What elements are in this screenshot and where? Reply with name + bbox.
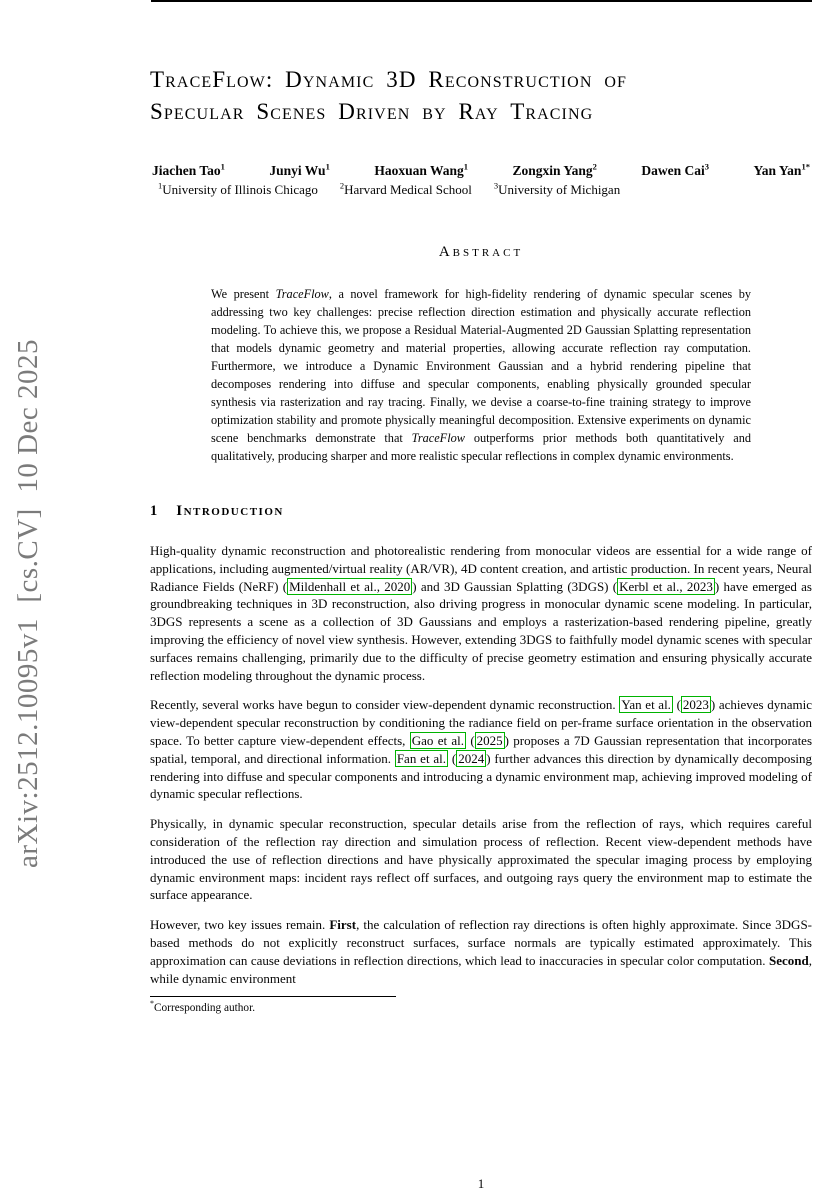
author: [641, 162, 709, 179]
affiliation: [494, 181, 620, 198]
text-run: , a novel framework for high-fidelity rendering of dynamic specular scenes by addressing two key challenges: precise reflection direction estimation and physically accurate reflection modeling. To achieve this, we propose a Residual Material-Augmented 2D Gaussian Splatting representation that models dynamic geometry and material properties, allowing accurate reflection ray computation. Furthermore, we introduce a Dynamic Environment Gaussian and a hybrid rendering pipeline that decomposes rendering into diffuse and specular components, enabling physically grounded specular synthesis via rasterization and ray tracing. Finally, we devise a coarse-to-fine training strategy to improve optimization stability and promote physically meaningful decomposition. Extensive experiments on dynamic scene benchmarks demonstrate that: [211, 287, 751, 445]
text-run: ) achieves dynamic view-dependent specular reconstruction by conditioning the radiance field on per-frame surface orientation in the observation space. To better capture view-dependent effects,: [150, 697, 812, 748]
affiliation-mark: 3: [493, 180, 499, 191]
citation-link[interactable]: Kerbl et al., 2023: [619, 578, 713, 594]
text-run: However, two key issues remain.: [150, 917, 330, 933]
text-run: ) and 3D Gaussian Splatting (3DGS) (: [412, 578, 618, 594]
text-run: TraceFlow: [275, 287, 329, 301]
text-run: First: [329, 917, 357, 933]
citation-link[interactable]: Mildenhall et al., 2020: [289, 578, 411, 594]
footnote: [150, 1001, 812, 1016]
text-run: ) proposes a 7D Gaussian representation that incorporates spatial, temporal, and directional information.: [150, 732, 813, 766]
author: [754, 162, 810, 179]
text-run: (: [466, 732, 475, 748]
author: [152, 162, 225, 179]
title-line-1: TraceFlow: Dynamic 3D Reconstruction of: [150, 67, 627, 92]
affiliation: [158, 181, 318, 198]
affiliation: [340, 181, 472, 198]
author-name: Haoxuan Wang: [374, 163, 464, 178]
author-list: [150, 162, 812, 179]
title-line-2: Specular Scenes Driven by Ray Tracing: [150, 99, 594, 124]
intro-paragraph-1: [150, 542, 812, 684]
author-affiliation-mark: 1: [463, 161, 468, 172]
footnote-text: Corresponding author.: [154, 1002, 256, 1015]
text-run: ) have emerged as groundbreaking techniques in 3D reconstruction, also driving progress in monocular dynamic scene modeling. In particular, 3DGS represents a scene as a collection of 3D Gaussians and employs a rasterization-based rendering pipeline, greatly improving the efficiency of novel view synthesis. However, extending 3DGS to faithfully model dynamic scenes with specular surfaces remains challenging, primarily due to the difficulty of precise geometry estimation and ensuring physically accurate reflection modeling throughout the dynamic process.: [150, 578, 812, 683]
citation-link[interactable]: Yan et al.: [621, 697, 671, 713]
abstract-text: [211, 285, 751, 465]
text-run: TraceFlow: [411, 431, 465, 445]
intro-paragraph-4: [150, 916, 812, 987]
author: [269, 162, 329, 179]
author-name: Zongxin Yang: [512, 163, 593, 178]
author-name: Yan Yan: [753, 163, 802, 178]
footnote-marker: *: [150, 999, 154, 1009]
author-affiliation-mark: 1*: [801, 161, 810, 172]
author-name: Dawen Cai: [641, 163, 705, 178]
paper-title: [150, 64, 812, 128]
affiliation-name: University of Illinois Chicago: [162, 182, 318, 197]
author-affiliation-mark: 1: [220, 161, 225, 172]
text-run: Second: [769, 952, 809, 968]
text-run: High-quality dynamic reconstruction and photorealistic rendering from monocular videos are essential for a wide range of applications, including augmented/virtual reality (AR/VR), 4D content creation, and artistic production. In recent years, Neural Radiance Fields (NeRF) (: [150, 543, 812, 594]
page-number: 1: [477, 1176, 485, 1191]
citation-link[interactable]: 2025: [476, 732, 503, 748]
intro-paragraph-3: [150, 815, 812, 904]
affiliation-list: [158, 181, 812, 198]
text-run: (: [448, 750, 457, 766]
text-run: ) further advances this direction by dynamically decomposing rendering into diffuse and specular components and introducing a dynamic environment map, achieving improved modeling of dynamic specular reflections.: [150, 750, 812, 802]
author-affiliation-mark: 3: [704, 161, 710, 172]
arxiv-watermark: arXiv:2512.10095v1 [cs.CV] 10 Dec 2025: [12, 338, 44, 868]
paper-content: [150, 0, 812, 1016]
footnote-block: [150, 996, 812, 1016]
text-run: (: [672, 697, 681, 713]
text-run: Physically, in dynamic specular reconstruction, specular details arise from the reflection of rays, which requires careful consideration of the reflection ray direction and simulation process of reflection. Recent view-dependent methods have introduced the use of reflection directions and have physically approximated the specular imaging process by employing dynamic environment maps: incident rays reflect off surfaces, and outgoing rays query the environment map to estimate the surface appearance.: [150, 816, 812, 903]
affiliation-name: Harvard Medical School: [344, 182, 472, 197]
author-affiliation-mark: 1: [325, 161, 330, 172]
citation-link[interactable]: 2023: [682, 697, 709, 713]
text-run: , while dynamic environment: [150, 952, 812, 986]
citation-link[interactable]: Gao et al.: [411, 732, 465, 748]
text-run: , the calculation of reflection ray directions is often highly approximate. Since 3DGS-based methods do not explicitly reconstruct surfaces, surface normals are typically estimated approximately. This approximation can cause deviations in reflection directions, which lead to inaccuracies in specular color computation.: [150, 917, 813, 968]
author-affiliation-mark: 2: [592, 161, 597, 172]
citation-link[interactable]: Fan et al.: [396, 750, 447, 766]
author: [374, 162, 468, 179]
footnote-rule: [150, 996, 396, 997]
intro-paragraph-2: [150, 696, 812, 803]
abstract-heading: Abstract: [438, 244, 524, 260]
affiliation-mark: 1: [158, 180, 163, 191]
section-number: 1: [150, 503, 158, 519]
section-title: Introduction: [176, 503, 284, 519]
text-run: We present: [211, 287, 276, 301]
affiliation-mark: 2: [339, 180, 345, 191]
affiliation-name: University of Michigan: [498, 182, 621, 197]
section-heading-introduction: [150, 503, 812, 520]
citation-link[interactable]: 2024: [458, 750, 485, 766]
text-run: Recently, several works have begun to consider view-dependent dynamic reconstruction.: [150, 697, 620, 713]
author-name: Jiachen Tao: [152, 163, 221, 178]
text-run: outperforms prior methods both quantitatively and qualitatively, producing sharper and more realistic specular reflections in complex dynamic environments.: [211, 431, 751, 463]
author: [513, 162, 597, 179]
author-name: Junyi Wu: [269, 163, 326, 178]
